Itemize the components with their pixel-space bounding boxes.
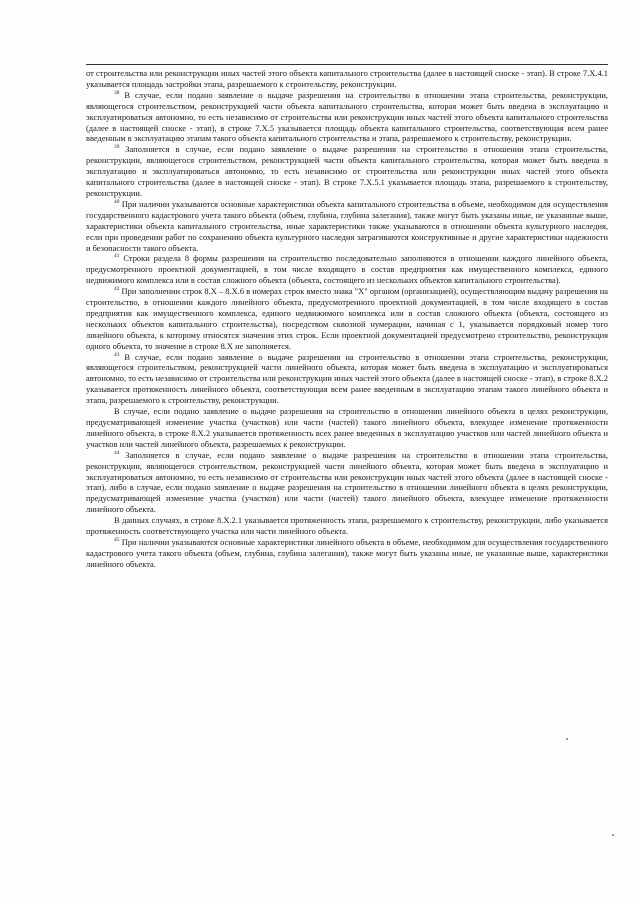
footnote-text: В случае, если подано заявление о выдаче разрешения на строительство в отношении этапа строительства, реконструкции, являющегося строительством, реконструкцией части объекта капитального строительства, которая может быть введена в эксплуатацию и эксплуатироваться автономно, то есть независимо от строительства или реконструкции иных частей этого объекта капитального строительства (далее в настоящей сноске - этап), в строке 7.X.5 указывается площадь объекта капитального строительства, соответствующая всем ранее введенным в эксплуатацию этапам такого объекта капитального строительства и этапа, разрешаемого к строительству, реконструкции. <box>86 89 608 144</box>
footnote-text: В данных случаях, в строке 8.X.2.1 указывается протяженность этапа, разрешаемого к строительству, реконструкции, либо указывается протяженность соответствующего участка или части линейного объекта. <box>86 515 608 537</box>
footnote-marker: 42 <box>114 286 120 293</box>
scan-speck <box>612 834 614 836</box>
footnote-marker: 45 <box>114 537 120 544</box>
footnote-text: от строительства или реконструкции иных частей этого объекта капитального строительства (далее в настоящей сноске - этап). В строке 7.X.4.1 указывается площадь застройки этапа, разрешаемого к строительству, реконструкции. <box>86 68 608 89</box>
scan-speck <box>566 738 568 740</box>
footnote-separator-line <box>86 64 608 65</box>
footnote-38 <box>86 90 608 145</box>
footnote-43 <box>86 352 608 407</box>
footnote-text: Заполняется в случае, если подано заявление о выдаче разрешения на строительство в отношении этапа строительства, реконструкции, являющегося строительством, реконструкцией части линейного объекта, которая может быть введена в эксплуатацию и эксплуатироваться автономно, то есть независимо от строительства или реконструкции иных частей этого объекта (далее в настоящей сноске - этап), либо в случае, если подано заявление о выдаче разрешения на строительство в отношении линейного объекта в целях реконструкции, предусматривающей изменение участка (участков) или части (частей) такого линейного объекта, влекущее изменение протяженности линейного объекта. <box>86 449 608 515</box>
footnote-41 <box>86 253 608 286</box>
footnote-marker: 38 <box>114 90 120 96</box>
footnote-37-continuation <box>86 68 608 90</box>
footnote-40 <box>86 199 608 254</box>
footnote-marker: 40 <box>114 199 120 206</box>
footnote-text: Заполняется в случае, если подано заявление о выдаче разрешения на строительство в отношении этапа строительства, реконструкции, являющегося строительством, реконструкцией части объекта капитального строительства, которая может быть введена в эксплуатацию и эксплуатироваться автономно, то есть независимо от строительства или реконструкции иных частей этого объекта капитального строительства (далее в настоящей сноске - этап). В строке 7.X.5.1 указывается площадь этапа, разрешаемого к строительству, реконструкции. <box>86 144 608 198</box>
footnote-text: В случае, если подано заявление о выдаче разрешения на строительство в отношении линейного объекта в целях реконструкции, предусматривающей изменение участка (участков) или части (частей) такого линейного объекта, влекущее изменение протяженности линейного объекта, в строке 8.X.2 указывается протяженность всех ранее введенных в эксплуатацию участков или частей линейного объекта и участков или частей линейного объекта, разрешаемых к реконструкции. <box>86 406 608 449</box>
footnote-45 <box>86 537 608 570</box>
footnote-text: Строки раздела 8 формы разрешения на строительство последовательно заполняются в отношении каждого линейного объекта, предусмотренного проектной документацией, в том числе входящего в состав предприятия как имущественного комплекса, единого недвижимого комплекса или в состав сложного объекта (объекта, состоящего из нескольких объектов капитального строительства). <box>86 253 609 286</box>
footnotes-block <box>86 64 608 570</box>
footnote-39 <box>86 144 608 199</box>
footnote-text: При наличии указываются основные характеристики линейного объекта в объеме, необходимом для осуществления государственного кадастрового учета такого объекта (объем, глубина, глубина залегания), также могут быть указаны иные, не указанные выше, характеристики линейного объекта. <box>86 536 608 569</box>
footnote-marker: 39 <box>114 144 120 151</box>
footnote-marker: 44 <box>114 449 120 456</box>
footnote-text: При заполнении строк 8.X – 8.X.6 в номерах строк вместо знака "X" органом (организацией), осуществляющим выдачу разрешения на строительство, в отношении каждого линейного объекта, предусмотренного проектной документацией, в том числе входящего в состав предприятия как имущественного комплекса, единого недвижимого комплекса или в состав сложного объекта (объекта, состоящего из нескольких объектов капитального строительства), посредством сквозной нумерации, начиная с 1, указывается порядковый номер того линейного объекта, к которому относятся значения этих строк. Если проектной документацией предусмотрено строительство, реконструкция одного объекта, то значение в строке 8.X не заполняется. <box>86 286 608 351</box>
footnote-44-second-paragraph <box>86 515 608 537</box>
footnote-text: В случае, если подано заявление о выдаче разрешения на строительство в отношении этапа строительства, реконструкции, являющегося строительством, реконструкцией части линейного объекта, которая может быть введена в эксплуатацию и эксплуатироваться автономно, то есть независимо от строительства или реконструкции иных частей этого объекта (далее в настоящей сноске - этап), в строке 8.X.2 указывается протяженность линейного объекта, соответствующая всем ранее введенным в эксплуатацию этапам такого линейного объекта и этапа, разрешаемого к строительству, реконструкции. <box>86 351 608 406</box>
footnote-text: При наличии указываются основные характеристики объекта капитального строительства в объеме, необходимом для осуществления государственного кадастрового учета такого объекта (объем, глубина, глубина залегания), также могут быть указаны иные, не указанные выше, характеристики объекта капитального строительства, иные характеристики также указываются в отношении объекта культурного наследия, если при проведении работ по сохранению объекта культурного наследия затрагиваются конструктивные и другие характеристики надежности и безопасности такого объекта. <box>86 198 608 253</box>
footnote-44 <box>86 450 608 515</box>
footnote-marker: 41 <box>114 253 120 260</box>
footnote-42 <box>86 286 608 351</box>
footnote-43-second-paragraph <box>86 406 608 450</box>
footnote-marker: 43 <box>114 351 120 358</box>
